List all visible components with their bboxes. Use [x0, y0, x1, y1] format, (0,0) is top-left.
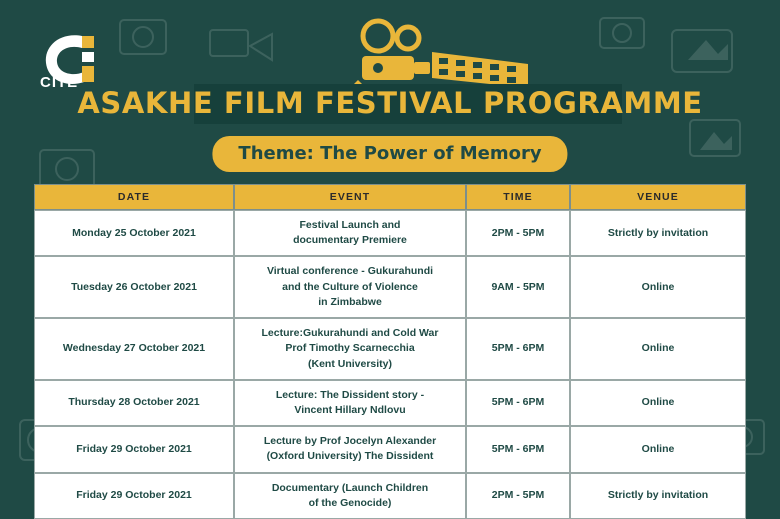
- cell-venue-line: Online: [641, 280, 675, 293]
- film-projector-icon: [340, 18, 530, 93]
- cell-event-line: Festival Launch and: [299, 219, 401, 231]
- cell-date-line: Wednesday 27 October 2021: [62, 342, 206, 355]
- cell-event-line: Prof Timothy Scarnecchia: [285, 342, 415, 355]
- cell-date-line: Friday 29 October 2021: [76, 489, 192, 502]
- cell-event-line: and the Culture of Violence: [282, 280, 418, 293]
- cell-time: [466, 426, 570, 472]
- cell-date-line: Tuesday 26 October 2021: [71, 280, 197, 293]
- page-title: ASAKHE FILM FESTIVAL PROGRAMME: [77, 86, 703, 120]
- cell-time: [466, 318, 570, 380]
- cell-event-line: of the Genocide): [308, 496, 392, 509]
- cell-event-line: Virtual conference - Gukurahundi: [266, 265, 434, 278]
- table-row: [34, 473, 746, 519]
- cell-event-line: documentary Premiere: [293, 234, 407, 247]
- cell-venue: [570, 256, 746, 318]
- cell-event: [234, 256, 466, 318]
- cell-event: [234, 318, 466, 380]
- cell-venue: [570, 318, 746, 380]
- column-header-venue: VENUE: [570, 184, 746, 210]
- cell-time-line: 2PM - 5PM: [491, 489, 545, 502]
- cell-time-line: 5PM - 6PM: [491, 342, 545, 355]
- theme-badge: Theme: The Power of Memory: [212, 136, 567, 172]
- table-row: [34, 256, 746, 318]
- cell-event-line: Vincent Hillary Ndlovu: [294, 403, 406, 416]
- cell-time: [466, 380, 570, 426]
- cell-event: [234, 210, 466, 256]
- cell-venue: [570, 210, 746, 256]
- cell-venue: [570, 473, 746, 519]
- cell-venue: [570, 426, 746, 472]
- table-row: [34, 426, 746, 472]
- cell-event-line: Lecture: The Dissident story -: [275, 388, 425, 401]
- table-header-row: [34, 184, 746, 210]
- table-body: [34, 210, 746, 519]
- table-row: [34, 210, 746, 256]
- cell-venue-line: Online: [641, 342, 675, 355]
- cell-date-line: Friday 29 October 2021: [76, 442, 192, 455]
- cell-event-line: Lecture by Prof Jocelyn Alexander: [263, 435, 437, 448]
- cell-date-line: Thursday 28 October 2021: [68, 396, 200, 409]
- column-header-time: TIME: [466, 184, 570, 210]
- cell-date: [34, 426, 234, 472]
- cell-event-line: (Kent University): [307, 357, 392, 370]
- cell-event-line: (Oxford University) The Dissident: [266, 450, 434, 463]
- cell-event: [234, 426, 466, 472]
- cell-time: [466, 473, 570, 519]
- column-header-event: EVENT: [234, 184, 466, 210]
- cell-time-line: 2PM - 5PM: [491, 226, 545, 239]
- column-header-date: DATE: [34, 184, 234, 210]
- cell-time: [466, 210, 570, 256]
- cell-venue-line: Strictly by invitation: [607, 226, 709, 239]
- cell-event: [234, 380, 466, 426]
- cell-venue-line: Online: [641, 442, 675, 455]
- cell-time: [466, 256, 570, 318]
- cell-date: [34, 256, 234, 318]
- cell-time-line: 9AM - 5PM: [491, 280, 545, 293]
- cell-date: [34, 210, 234, 256]
- logo-text: CITE: [40, 74, 79, 91]
- cell-venue: [570, 380, 746, 426]
- cell-date: [34, 318, 234, 380]
- cell-event-line: Documentary (Launch Children: [271, 481, 429, 494]
- cell-event: [234, 473, 466, 519]
- programme-table: [34, 184, 746, 519]
- programme-table-wrapper: [34, 184, 746, 519]
- cell-event-line: Lecture:Gukurahundi and Cold War: [261, 327, 439, 340]
- cell-time-line: 5PM - 6PM: [491, 396, 545, 409]
- cell-time-line: 5PM - 6PM: [491, 442, 545, 455]
- table-row: [34, 318, 746, 380]
- cell-venue-line: Strictly by invitation: [607, 489, 709, 502]
- cell-date: [34, 380, 234, 426]
- table-row: [34, 380, 746, 426]
- cell-date-line: Monday 25 October 2021: [72, 226, 196, 239]
- cell-venue-line: Online: [641, 396, 675, 409]
- cell-date: [34, 473, 234, 519]
- cell-event-line: in Zimbabwe: [318, 295, 382, 308]
